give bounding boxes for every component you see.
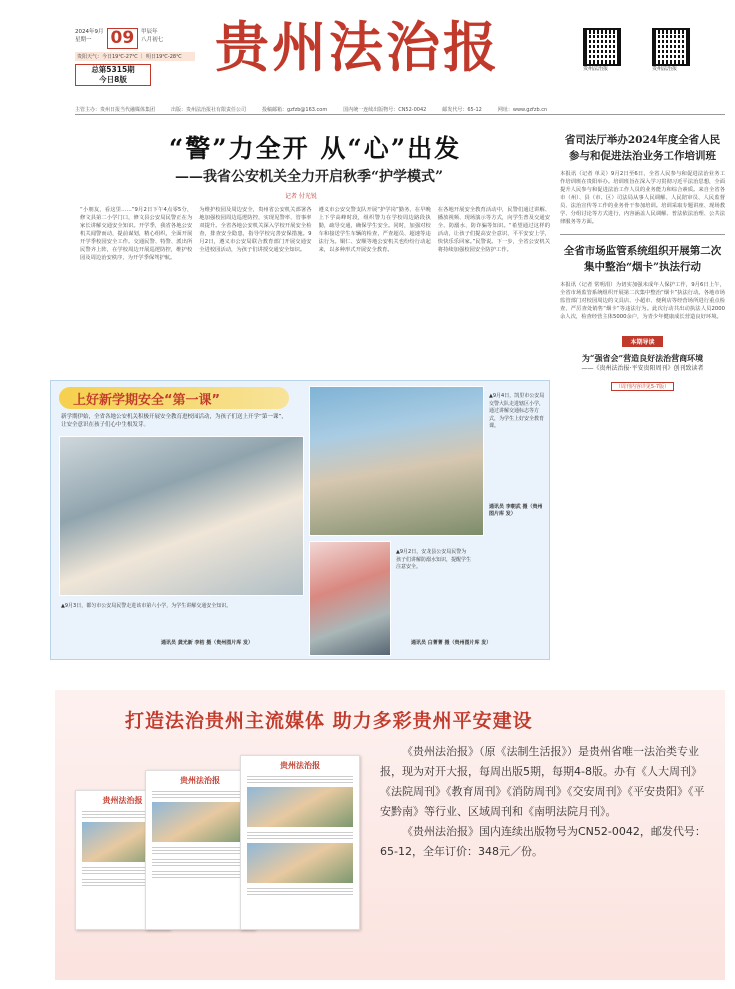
qr-label: 贵州法治报 [583,66,609,72]
year-month: 2024年9月 [75,29,104,35]
story1-title[interactable]: 省司法厅举办2024年度全省人民参与和促进法治业务工作培训班 [564,134,721,162]
lead-body [80,206,550,354]
page-count: 今日8版 [99,75,127,84]
promo-text [380,742,715,862]
photo-section [50,380,550,660]
newspaper-image [145,770,255,930]
paper-title: 贵州法治报 [215,15,500,79]
info-item: 投稿邮箱：gzfzb@163.com [262,107,328,113]
promo-title: 打造法治贵州主流媒体 助力多彩贵州平安建设 [125,710,533,732]
issue-box [75,64,151,86]
info-bar [75,106,725,115]
lead-reporter: 记者 付光锐 [285,193,317,200]
lead-subtitle: ——我省公安机关全力开启秋季“护学模式” [175,169,444,185]
qr-code-icon[interactable] [583,28,621,66]
photo-credit: 通讯员 龚光新 李桔 摄（贵州图片库 发） [161,640,253,646]
promo-paragraph: 《贵州法治报》（原《法制生活报》）是贵州省唯一法治类专业报，现为对开大报，每周出版5期，每期4-8版。办有《人大周刊》《法院周刊》《教育周刊》《消防周刊》《交安周刊》《平安贵阳》《平安黔南》等行业、区域周刊和《南明法院月刊》。 [380,745,705,818]
photo-police-students[interactable] [309,386,484,536]
promo-newspapers [75,750,360,950]
weekday: 星期一 [75,37,92,43]
body-column: 在各地开展安全教育活动中，民警们通过讲解、播放视频、现场演示等方式，向学生普及交通安全、防溺水、防诈骗等知识。“希望通过这样的活动，让孩子们提高安全意识，平平安安上学，快快乐乐回家。”民警说。下一步，全省公安机关将持续加强校园安全防护工作。 [437,207,550,253]
photo-banner [59,387,289,409]
photo-credit: 通讯员 白菁菁 摄（贵州图片库 发） [411,640,492,646]
qr-codes [583,28,690,73]
info-item: 网址：www.gzfzb.cn [497,107,548,113]
lunar-year: 甲辰年 [141,29,158,35]
promo-paragraph: 《贵州法治报》国内连续出版物号为CN52-0042，邮发代号：65-12，全年订价：348元／份。 [380,825,706,858]
weather-line: 贵阳天气：今日19℃-27℃ ｜ 明日19℃-28℃ [75,52,195,61]
photo-caption: ▲9月2日，安龙县公安局民警为孩子们讲解防溺水知识，提醒学生注意安全。 [396,549,472,570]
issue-number: 总第5315期 [91,65,135,74]
qr-code-icon[interactable] [652,28,690,66]
lunar-day: 八月初七 [141,37,164,43]
guide-subtitle: ——《贵州法治报·平安贵阳周刊》创刊致读者 [581,365,704,372]
promo-section [55,690,725,980]
body-column: “小朋友，看这里……”9月2日下午4点零5分，修文县第二小学门口，修文县公安局民警正在为家长讲解交通安全知识。开学季，我省各地公安机关闻警而动，提前谋划，精心组织，全面开展开学季校园安全工作。交通民警、特警、派出所民警齐上阵，在学校周边开展巡逻防控，维护校园及周边治安秩序，为开学季保驾护航。 [80,207,193,261]
photo-credit: 通讯员 李朝武 摄（贵州图片库 发） [489,504,543,517]
divider [560,234,725,235]
story2-title[interactable]: 全省市场监管系统组织开展第二次集中整治“烟卡”执法行动 [563,245,722,273]
newspaper-masthead: 贵州法治报 [180,775,220,785]
info-item: 主管主办：贵州日报当代融媒体集团 [75,107,156,113]
info-item: 出版：贵州法治报社有限责任公司 [171,107,247,113]
qr-label: 贵州法治报 [652,66,678,72]
body-column: 遵义市公安交警支队开展“护学岗”勤务，在早晚上下学高峰时段，组织警力在学校周边路段执勤，疏导交通，确保学生安全。同时，加强对校车和接送学生车辆的检查，严查超员、超速等违法行为。铜仁、安顺等地公安机关也纷纷行动起来，以多种形式开展安全教育。 [318,207,431,253]
photo-police-classroom[interactable] [59,436,304,596]
info-item: 邮发代号：65-12 [442,107,482,113]
masthead [0,0,735,100]
right-column [560,132,725,392]
lead-title[interactable]: “警”力全开 从“心”出发 [168,134,462,163]
photo-safety-lesson[interactable] [309,541,391,656]
guide-badge: 本期导读 [622,336,662,347]
photo-banner-title: 上好新学期安全“第一课” [73,393,221,408]
newspaper-masthead: 贵州法治报 [280,760,320,770]
newspaper-image [240,755,360,930]
newspaper-masthead: 贵州法治报 [102,795,143,805]
issue-guide [560,329,725,392]
photo-caption: ▲9月3日，都匀市公安局民警走进该市第六小学，为学生讲解交通安全知识。 [61,603,232,609]
guide-title[interactable]: 为“强省会”营造良好法治营商环境 [581,353,704,363]
guide-tag: （周刊内容详见5-7版） [611,382,674,391]
photo-description: 新学期伊始，全省各地公安机关积极开展安全教育进校园活动，为孩子们送上开学“第一课”，让安全意识在孩子们心中生根发芽。 [61,414,287,428]
date-day: 09 [107,28,139,49]
photo-caption: ▲9月4日，凯里市公安局交警大队走进辖区小学，通过讲解交通标志等方式，为学生上好安全教育课。 [489,393,545,429]
story2-body: 本报讯（记者 常明涓）为切实加强未成年人保护工作，9月6日上午，全省市场监管系统组织开展第二次集中整治“烟卡”执法行动。各地市场监管部门对校园周边的文具店、小超市、便利店等经营场所进行重点检查，严厉查处销售“烟卡”等违法行为。此次行动共出动执法人员2000余人次，检查经营主体5000余户，为青少年健康成长营造良好环境。 [560,282,725,320]
info-item: 国内统一连续出版物号：CN52-0042 [343,107,427,113]
date-box [75,28,195,86]
story1-body: 本报讯（记者 单灵）9月2日至6日，全省人民参与和促进法治业务工作培训班在贵阳举办。培训班旨在深入学习贯彻习近平法治思想，全面提升人民参与和促进法治工作人员的业务能力和综合素质。来自全省各市（州）、县（市、区）司法局从事人民调解、人民陪审员、人民监督员、法治宣传等工作的业务骨干参加培训。培训采取专题讲座、现场教学、分组讨论等方式进行，内容涵盖人民调解、普法依法治理、公共法律服务等方面。 [560,171,725,225]
body-column: 为维护校园及周边安全，贵州省公安机关部署各地加强校园周边巡逻防控，实现见警率、管事率双提升。全省各地公安机关深入学校开展安全检查，排查安全隐患，指导学校完善安保措施。9月2日，遵义市公安局联合教育部门开展交通安全进校园活动，为孩子们讲授交通安全知识。 [199,207,312,253]
lead-headline [95,132,535,200]
